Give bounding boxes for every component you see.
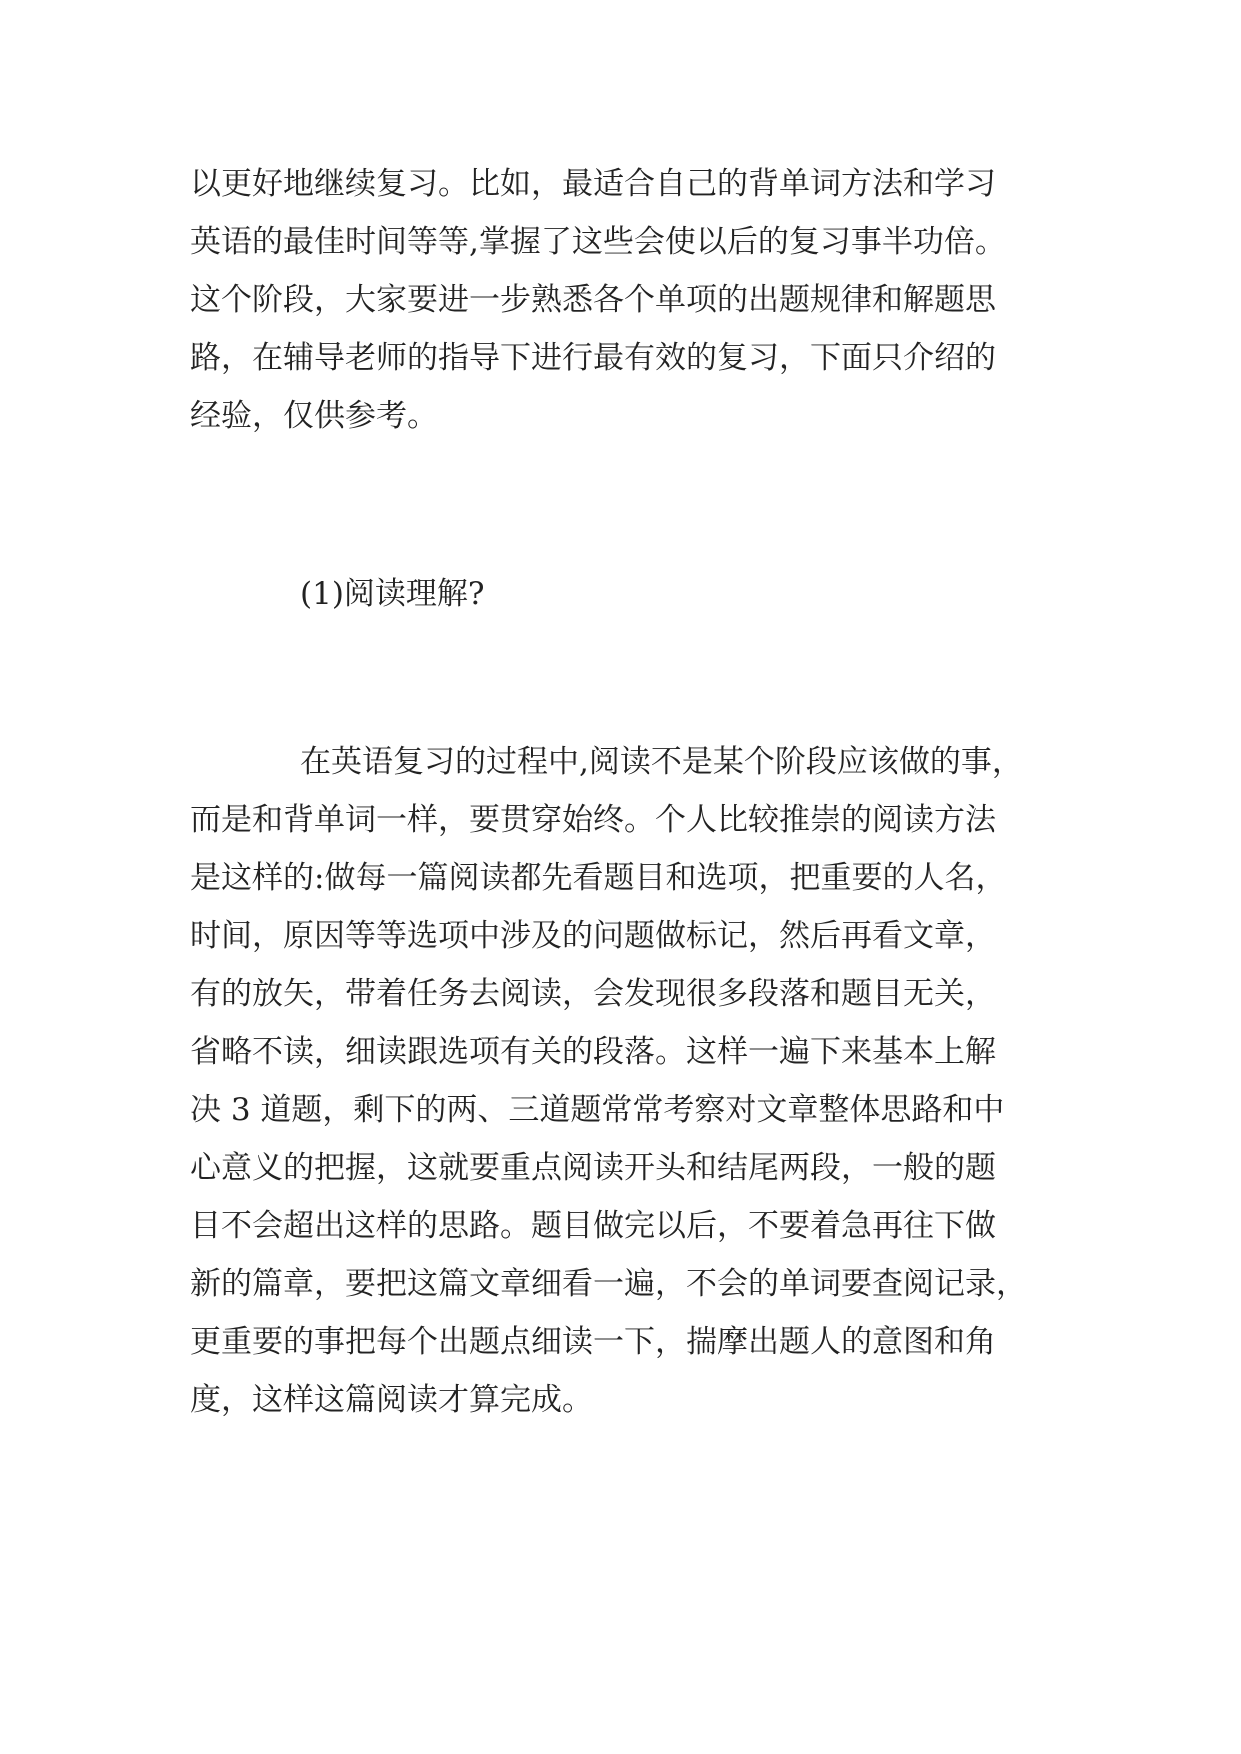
text-line: 目不会超出这样的思路。题目做完以后，不要着急再往下做: [190, 1208, 996, 1244]
text-line: 经验，仅供参考。: [190, 398, 438, 434]
text-line: 新的篇章，要把这篇文章细看一遍，不会的单词要查阅记录，: [190, 1266, 1027, 1302]
text-line: 是这样的:做每一篇阅读都先看题目和选项，把重要的人名，: [190, 860, 1007, 896]
text-line: 路，在辅导老师的指导下进行最有效的复习，下面只介绍的: [190, 340, 996, 376]
text-line: 省略不读，细读跟选项有关的段落。这样一遍下来基本上解: [190, 1034, 996, 1070]
intro-paragraph: [190, 155, 1090, 445]
text-line: 而是和背单词一样，要贯穿始终。个人比较推崇的阅读方法: [190, 802, 996, 838]
section-heading-text: (1)阅读理解?: [300, 576, 485, 612]
text-line: 更重要的事把每个出题点细读一下，揣摩出题人的意图和角: [190, 1324, 996, 1360]
text-line: 有的放矢，带着任务去阅读，会发现很多段落和题目无关，: [190, 976, 996, 1012]
text-line: 以更好地继续复习。比如，最适合自己的背单词方法和学习: [190, 166, 996, 202]
text-line: 心意义的把握，这就要重点阅读开头和结尾两段，一般的题: [190, 1150, 996, 1186]
text-line: 时间，原因等等选项中涉及的问题做标记，然后再看文章，: [190, 918, 996, 954]
text-line: 决 3 道题，剩下的两、三道题常常考察对文章整体思路和中: [190, 1092, 1005, 1128]
section-heading: [300, 565, 900, 623]
text-line: 度，这样这篇阅读才算完成。: [190, 1382, 593, 1418]
text-line: 英语的最佳时间等等,掌握了这些会使以后的复习事半功倍。: [190, 224, 1006, 260]
text-line: 这个阶段，大家要进一步熟悉各个单项的出题规律和解题思: [190, 282, 996, 318]
body-paragraph: [190, 733, 1090, 1429]
text-line: 在英语复习的过程中,阅读不是某个阶段应该做的事，: [300, 744, 1023, 780]
